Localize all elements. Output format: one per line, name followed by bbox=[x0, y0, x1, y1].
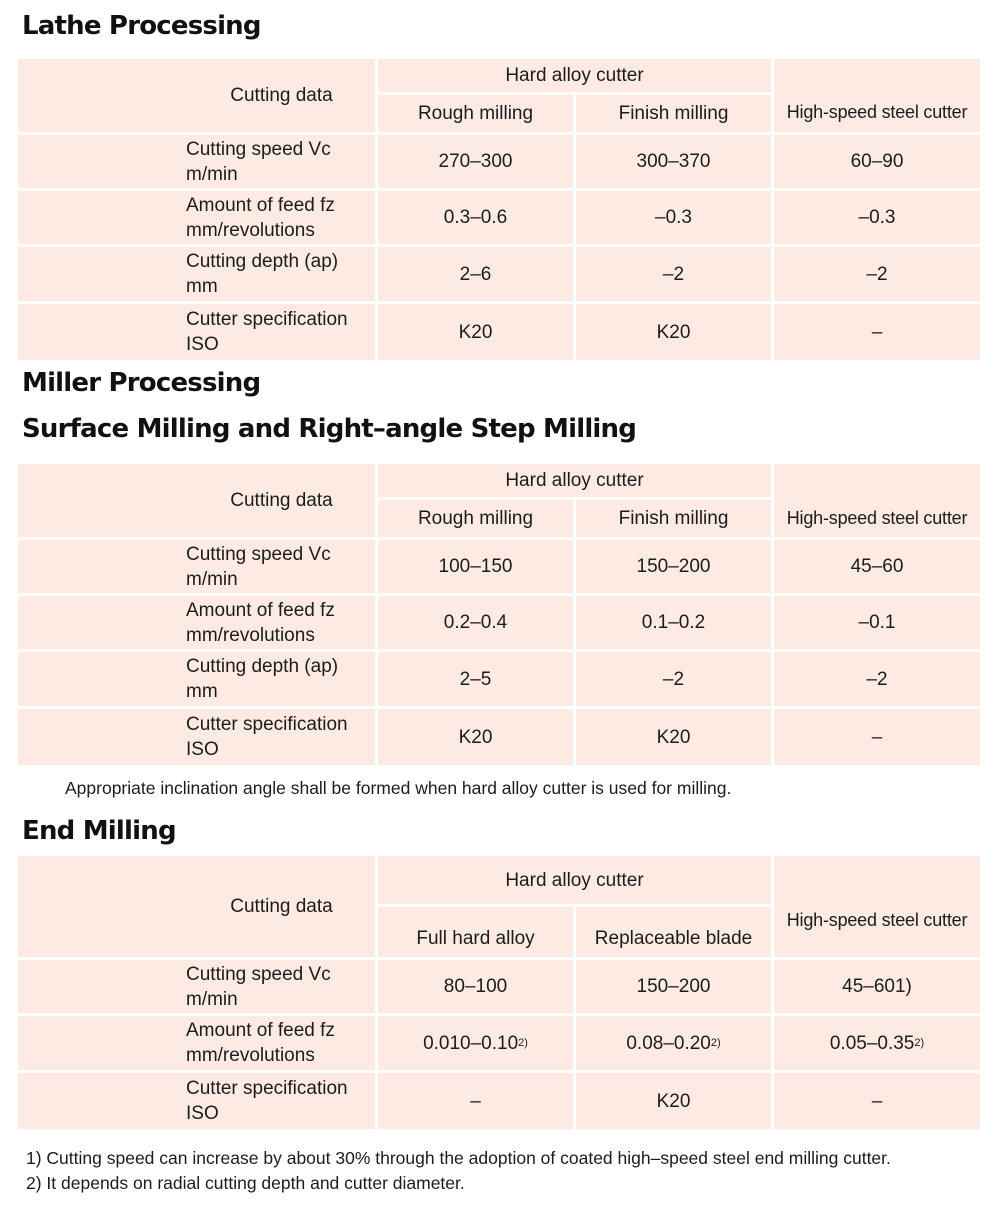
table-cell: K20 bbox=[576, 304, 771, 360]
row-label-line1: Cutter specification bbox=[186, 714, 348, 735]
row-label-line1: Amount of feed fz bbox=[186, 599, 335, 621]
row-label-line1: Cutting speed Vc bbox=[186, 543, 331, 565]
row-label bbox=[18, 540, 375, 593]
table-cell: 45–60 bbox=[774, 540, 980, 593]
row-label bbox=[18, 191, 375, 244]
lathe-heading: Lathe Processing bbox=[22, 11, 261, 41]
row-label-line2: mm/revolutions bbox=[186, 1045, 315, 1066]
row-label-line1: Cutter specification bbox=[186, 309, 348, 330]
row-label-line2: mm/revolutions bbox=[186, 624, 315, 646]
milling-note: Appropriate inclination angle shall be formed when hard alloy cutter is used for milling. bbox=[65, 778, 732, 798]
row-label-line2: ISO bbox=[186, 739, 219, 760]
col2-header: Replaceable blade bbox=[576, 907, 771, 957]
col2-header: Finish milling bbox=[576, 95, 771, 132]
surface-milling-table bbox=[18, 464, 980, 765]
table-cell: 0.010–0.10 2) bbox=[378, 1016, 573, 1070]
table-cell: –0.3 bbox=[576, 191, 771, 244]
footnote-2: 2) It depends on radial cutting depth and cutter diameter. bbox=[26, 1173, 465, 1193]
row-label-line1: Amount of feed fz bbox=[186, 194, 335, 216]
row-label-line2: mm/revolutions bbox=[186, 219, 315, 241]
table-cell: –2 bbox=[774, 247, 980, 301]
col1-header: Rough milling bbox=[378, 500, 573, 537]
table-cell: 150–200 bbox=[576, 540, 771, 593]
footnote-1: 1) Cutting speed can increase by about 30% through the adoption of coated high–speed steel end milling cutter. bbox=[26, 1148, 891, 1168]
table-cell: 2–6 bbox=[378, 247, 573, 301]
table-cell: –2 bbox=[576, 247, 771, 301]
row-label-line2: m/min bbox=[186, 568, 238, 590]
hard-alloy-cutter-header: Hard alloy cutter bbox=[378, 59, 771, 92]
cell-value: 0.08–0.20 bbox=[626, 1032, 711, 1054]
row-label-line2: m/min bbox=[186, 163, 238, 185]
row-label bbox=[18, 1016, 375, 1070]
end-milling-heading: End Milling bbox=[22, 816, 176, 846]
row-label-line1: Cutter specification bbox=[186, 1078, 348, 1099]
row-label bbox=[18, 304, 375, 360]
table-cell: –2 bbox=[576, 652, 771, 706]
table-cell: –2 bbox=[774, 652, 980, 706]
row-label-line1: Cutting depth (ap) bbox=[186, 251, 339, 272]
row-label bbox=[18, 247, 375, 301]
hss-cutter-header: High-speed steel cutter bbox=[774, 59, 980, 132]
row-label-line1: Amount of feed fz bbox=[186, 1020, 335, 1041]
row-label-line2: ISO bbox=[186, 1103, 219, 1124]
col1-header: Rough milling bbox=[378, 95, 573, 132]
row-label bbox=[18, 709, 375, 765]
row-label bbox=[18, 596, 375, 649]
table-cell: –0.3 bbox=[774, 191, 980, 244]
table-cell: –0.1 bbox=[774, 596, 980, 649]
table-cell: – bbox=[774, 709, 980, 765]
hard-alloy-cutter-header: Hard alloy cutter bbox=[378, 856, 771, 904]
table-cell: 0.1–0.2 bbox=[576, 596, 771, 649]
lathe-table bbox=[18, 59, 980, 360]
table-cell: 100–150 bbox=[378, 540, 573, 593]
cutting-data-header: Cutting data bbox=[18, 464, 375, 537]
table-cell: 45–601) bbox=[774, 960, 980, 1013]
cell-value: 0.010–0.10 bbox=[423, 1032, 519, 1054]
surface-milling-heading: Surface Milling and Right–angle Step Milling bbox=[22, 414, 637, 444]
col1-header: Full hard alloy bbox=[378, 907, 573, 957]
table-cell: – bbox=[774, 304, 980, 360]
row-label bbox=[18, 960, 375, 1013]
table-cell: K20 bbox=[378, 709, 573, 765]
end-milling-table bbox=[18, 856, 980, 1129]
row-label-line2: ISO bbox=[186, 334, 219, 355]
table-cell: 300–370 bbox=[576, 135, 771, 188]
cutting-data-header: Cutting data bbox=[18, 59, 375, 132]
row-label bbox=[18, 1073, 375, 1129]
table-cell: 80–100 bbox=[378, 960, 573, 1013]
table-cell: – bbox=[774, 1073, 980, 1129]
row-label-line1: Cutting speed Vc bbox=[186, 138, 331, 160]
row-label-line2: mm bbox=[186, 276, 218, 297]
table-cell: K20 bbox=[378, 304, 573, 360]
cell-value: 0.05–0.35 bbox=[829, 1032, 915, 1054]
table-cell: 2–5 bbox=[378, 652, 573, 706]
row-label-line2: m/min bbox=[186, 988, 238, 1010]
table-cell: 150–200 bbox=[576, 960, 771, 1013]
table-cell: 60–90 bbox=[774, 135, 980, 188]
table-cell: 0.3–0.6 bbox=[378, 191, 573, 244]
row-label bbox=[18, 652, 375, 706]
miller-heading: Miller Processing bbox=[22, 368, 261, 398]
row-label-line1: Cutting speed Vc bbox=[186, 963, 331, 985]
table-cell: K20 bbox=[576, 709, 771, 765]
hard-alloy-cutter-header: Hard alloy cutter bbox=[378, 464, 771, 497]
table-cell: 0.05–0.35 2) bbox=[774, 1016, 980, 1070]
table-cell: K20 bbox=[576, 1073, 771, 1129]
row-label bbox=[18, 135, 375, 188]
table-cell: 0.2–0.4 bbox=[378, 596, 573, 649]
table-cell: 270–300 bbox=[378, 135, 573, 188]
row-label-line1: Cutting depth (ap) bbox=[186, 656, 339, 677]
col2-header: Finish milling bbox=[576, 500, 771, 537]
cutting-data-header: Cutting data bbox=[18, 856, 375, 957]
row-label-line2: mm bbox=[186, 681, 218, 702]
hss-cutter-header: High-speed steel cutter bbox=[774, 856, 980, 957]
table-cell: – bbox=[378, 1073, 573, 1129]
table-cell: 0.08–0.20 2) bbox=[576, 1016, 771, 1070]
hss-cutter-header: High-speed steel cutter bbox=[774, 464, 980, 537]
